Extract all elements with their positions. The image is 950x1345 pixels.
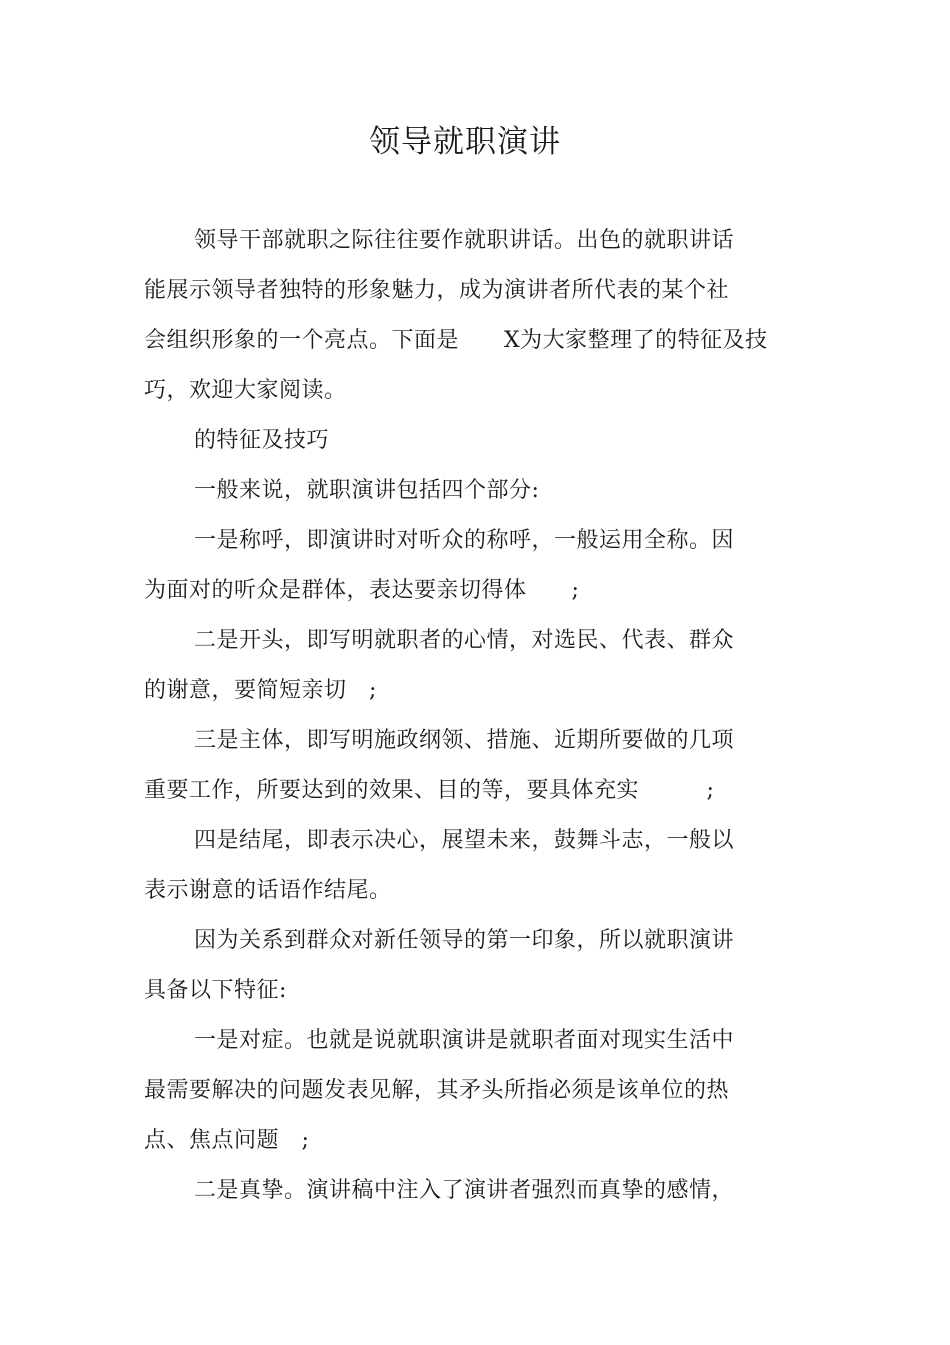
paragraph-line: 表示谢意的话语作结尾。: [144, 878, 392, 903]
paragraph-line: 重要工作，所要达到的效果、目的等，要具体充实 ;: [144, 778, 715, 803]
paragraph-line: 最需要解决的问题发表见解，其矛头所指必须是该单位的热: [144, 1078, 730, 1103]
paragraph-line: 具备以下特征:: [144, 978, 287, 1003]
paragraph-line: 一是称呼，即演讲时对听众的称呼，一般运用全称。因: [194, 528, 735, 553]
paragraph-line: 因为关系到群众对新任领导的第一印象，所以就职演讲: [194, 928, 735, 953]
paragraph-line: 会组织形象的一个亮点。下面是 X为大家整理了的特征及技: [144, 328, 768, 353]
paragraph-line: 一是对症。也就是说就职演讲是就职者面对现实生活中: [194, 1028, 735, 1053]
paragraph-line: 的谢意，要简短亲切 ;: [144, 678, 377, 703]
paragraph-line: 为面对的听众是群体，表达要亲切得体 ;: [144, 578, 580, 603]
paragraph-line: 领导干部就职之际往往要作就职讲话。出色的就职讲话: [194, 228, 735, 253]
paragraph-line: 点、焦点问题 ;: [144, 1128, 310, 1153]
section-heading: 的特征及技巧: [194, 428, 330, 453]
paragraph-line: 一般来说，就职演讲包括四个部分:: [194, 478, 540, 503]
paragraph-line: 四是结尾，即表示决心，展望未来，鼓舞斗志，一般以: [194, 828, 735, 853]
paragraph-line: 二是开头，即写明就职者的心情，对选民、代表、群众: [194, 628, 735, 653]
paragraph-line: 二是真挚。演讲稿中注入了演讲者强烈而真挚的感情，: [194, 1178, 735, 1203]
paragraph-line: 巧，欢迎大家阅读。: [144, 378, 347, 403]
document-title: 领导就职演讲: [369, 124, 561, 160]
paragraph-line: 能展示领导者独特的形象魅力，成为演讲者所代表的某个社: [144, 278, 730, 303]
paragraph-line: 三是主体，即写明施政纲领、措施、近期所要做的几项: [194, 728, 735, 753]
